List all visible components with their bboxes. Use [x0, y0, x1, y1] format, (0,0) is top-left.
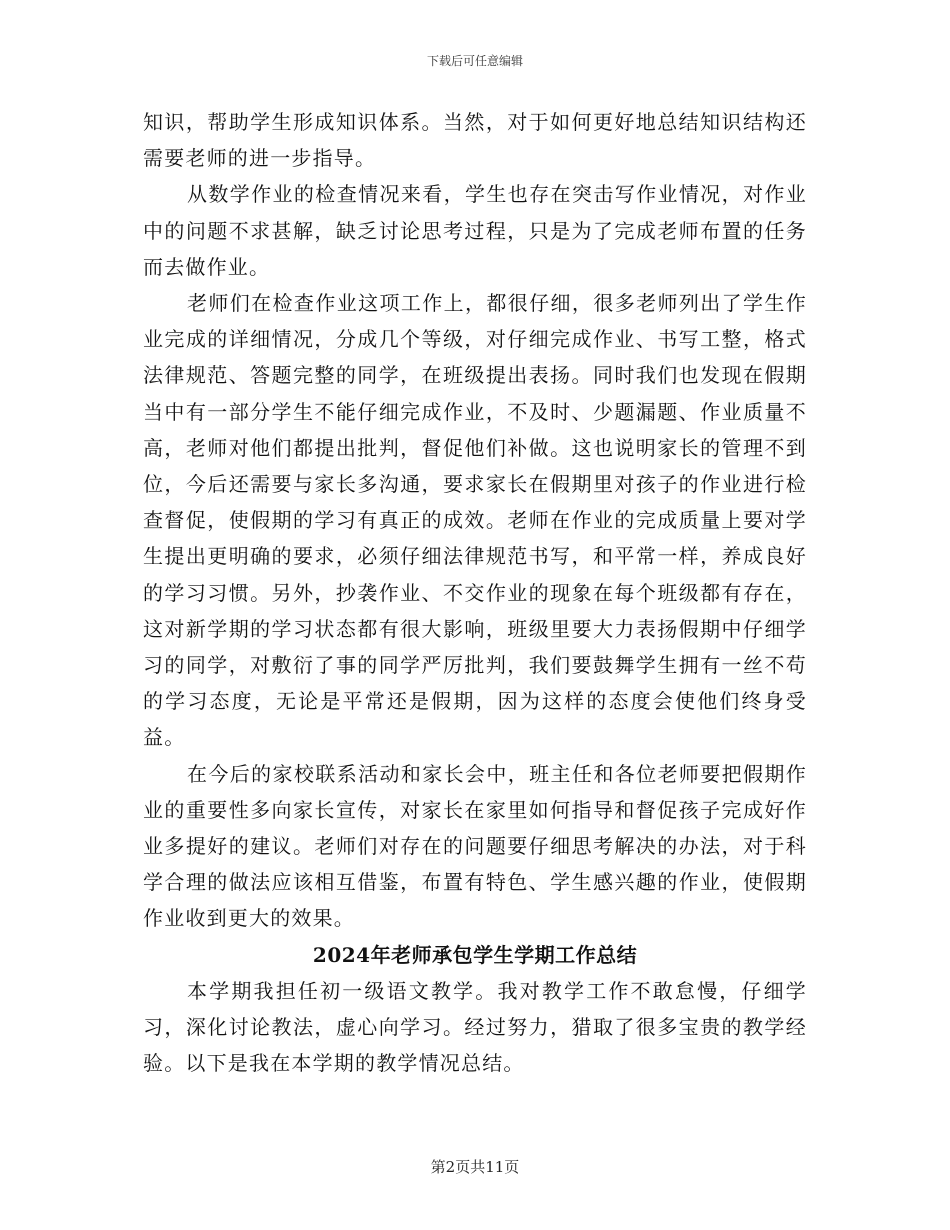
- paragraph-continuation: 知识，帮助学生形成知识体系。当然，对于如何更好地总结知识结构还需要老师的进一步指导。: [143, 110, 807, 171]
- paragraph-math-homework: 从数学作业的检查情况来看，学生也存在突击写作业情况，对作业中的问题不求甚解，缺乏讨论思考过程，只是为了完成老师布置的任务而去做作业。: [143, 182, 807, 279]
- paragraph-teacher-checking: 老师们在检查作业这项工作上，都很仔细，很多老师列出了学生作业完成的详细情况，分成几个等级，对仔细完成作业、书写工整，格式法律规范、答题完整的同学，在班级提出表扬。同时我们也发现在假期当中有一部分学生不能仔细完成作业，不及时、少题漏题、作业质量不高，老师对他们都提出批判，督促他们补做。这也说明家长的管理不到位，今后还需要与家长多沟通，要求家长在假期里对孩子的作业进行检查督促，使假期的学习有真正的成效。老师在作业的完成质量上要对学生提出更明确的要求，必须仔细法律规范书写，和平常一样，养成良好的学习习惯。另外，抄袭作业、不交作业的现象在每个班级都有存在，这对新学期的学习状态都有很大影响，班级里要大力表扬假期中仔细学习的同学，对敷衍了事的同学严厉批判，我们要鼓舞学生拥有一丝不苟的学习态度，无论是平常还是假期，因为这样的态度会使他们终身受益。: [143, 291, 807, 750]
- page-header: 下载后可任意编辑: [426, 54, 523, 68]
- paragraph-home-school: 在今后的家校联系活动和家长会中，班主任和各位老师要把假期作业的重要性多向家长宣传，对家长在家里如何指导和督促孩子完成好作业多提好的建议。老师们对存在的问题要仔细思考解决的办法，对于科学合理的做法应该相互借鉴，布置有特色、学生感兴趣的作业，使假期作业收到更大的效果。: [143, 761, 807, 931]
- paragraph-section-intro: 本学期我担任初一级语文教学。我对教学工作不敢怠慢，仔细学习，深化讨论教法，虚心向学习。经过努力，猎取了很多宝贵的教学经验。以下是我在本学期的教学情况总结。: [143, 978, 807, 1076]
- document-body: [143, 104, 807, 1081]
- section-title: 2024年老师承包学生学期工作总结: [312, 942, 638, 967]
- page-footer: 第2页共11页: [430, 1158, 520, 1176]
